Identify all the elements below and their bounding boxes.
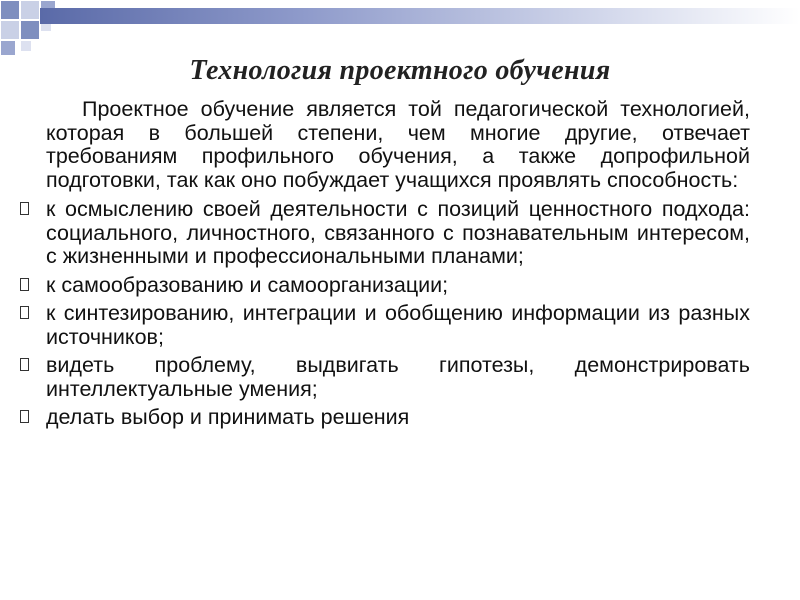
square-bullet-icon <box>20 278 29 291</box>
list-item <box>20 354 750 401</box>
corner-decoration-square <box>20 20 40 40</box>
intro-paragraph: Проектное обучение является той педагогической технологией, которая в большей степени, чем многие другие, отвечает требованиям профильного обучения, а также допрофильной подготовки, так как оно побуждает учащихся проявлять способность: <box>46 97 750 192</box>
slide-title: Технология проектного обучения <box>189 55 611 86</box>
slide-body <box>20 98 750 435</box>
corner-decoration-square <box>20 0 40 20</box>
list-item-text: к самообразованию и самоорганизации; <box>46 272 449 297</box>
list-item-text: делать выбор и принимать решения <box>46 405 410 429</box>
corner-decoration-square <box>20 40 32 52</box>
square-bullet-icon <box>20 358 29 371</box>
square-bullet-icon <box>20 306 29 319</box>
header-gradient-bar <box>40 8 800 24</box>
list-item-text: видеть проблему, выдвигать гипотезы, демонстрировать интеллектуальные умения; <box>46 353 750 401</box>
corner-decoration-square <box>0 40 16 56</box>
list-item <box>20 406 750 430</box>
corner-decoration-square <box>0 0 20 20</box>
square-bullet-icon <box>20 410 29 423</box>
list-item-text: к синтезированию, интеграции и обобщению информации из разных источников; <box>46 301 750 349</box>
list-item <box>20 274 750 298</box>
corner-decoration-square <box>0 20 20 40</box>
list-item <box>20 302 750 349</box>
list-item <box>20 198 750 269</box>
square-bullet-icon <box>20 202 29 215</box>
list-item-text: к осмыслению своей деятельности с позиций ценностного подхода: социального, личностного, связанного с познавательным интересом, с жизненными и профессиональными планами; <box>46 197 750 268</box>
